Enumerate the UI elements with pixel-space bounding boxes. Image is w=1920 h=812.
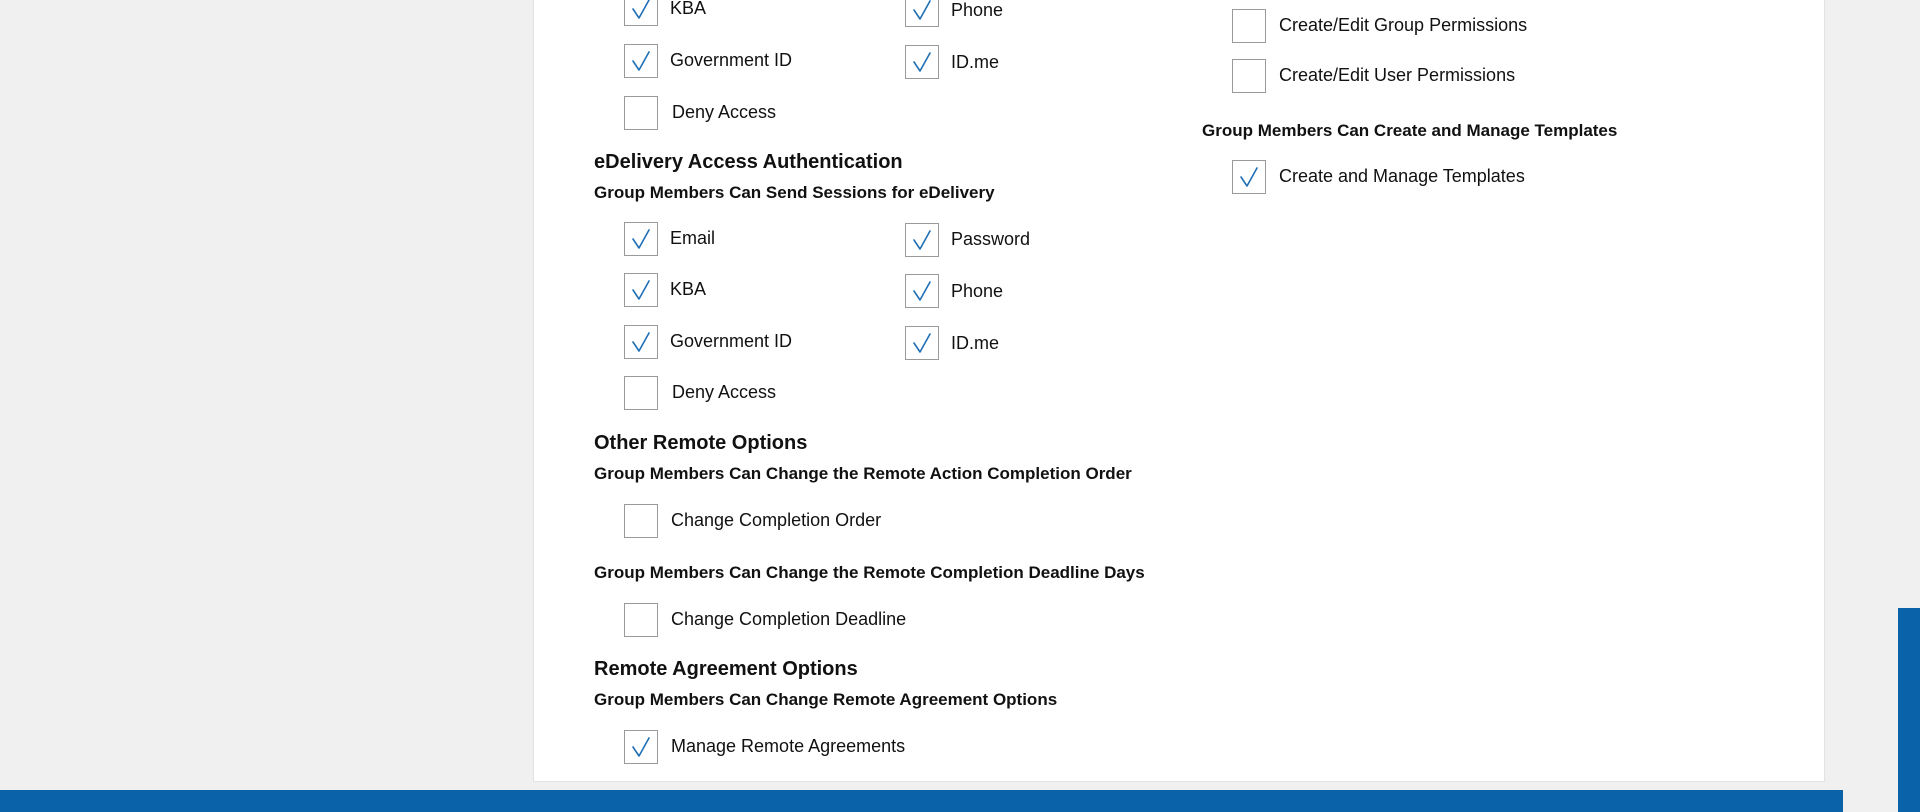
- manage-remote-agreements-label: Manage Remote Agreements: [671, 736, 906, 756]
- create-manage-templates-checkbox[interactable]: [1232, 160, 1266, 194]
- edelivery-kba-checkbox[interactable]: [624, 273, 658, 307]
- create-manage-templates-label: Create and Manage Templates: [1279, 166, 1525, 186]
- deny-access-checkbox[interactable]: [624, 96, 658, 130]
- edelivery-government-id-checkbox[interactable]: [624, 325, 658, 359]
- edelivery-deny-access-label: Deny Access: [672, 382, 777, 402]
- scrollbar-thumb[interactable]: [1898, 608, 1920, 812]
- edelivery-email-checkbox[interactable]: [624, 222, 658, 256]
- create-edit-group-permissions-label: Create/Edit Group Permissions: [1279, 15, 1528, 35]
- create-edit-group-permissions-checkbox[interactable]: [1232, 9, 1266, 43]
- completion-deadline-subtitle: Group Members Can Change the Remote Completion Deadline Days: [594, 563, 1145, 582]
- edelivery-idme-label: ID.me: [951, 333, 1000, 353]
- checkmark-icon: [625, 274, 657, 306]
- phone-checkbox[interactable]: [905, 0, 939, 27]
- completion-order-subtitle: Group Members Can Change the Remote Action Completion Order: [594, 464, 1132, 483]
- checkmark-icon: [906, 224, 938, 256]
- checkmark-icon: [906, 327, 938, 359]
- checkmark-icon: [1233, 161, 1265, 193]
- edelivery-password-checkbox[interactable]: [905, 223, 939, 257]
- edelivery-deny-access-checkbox[interactable]: [624, 376, 658, 410]
- templates-subtitle: Group Members Can Create and Manage Templates: [1202, 121, 1618, 140]
- checkmark-icon: [906, 0, 938, 26]
- create-edit-user-permissions-checkbox[interactable]: [1232, 59, 1266, 93]
- edelivery-kba-label: KBA: [670, 279, 707, 299]
- edelivery-phone-checkbox[interactable]: [905, 274, 939, 308]
- change-completion-order-checkbox[interactable]: [624, 504, 658, 538]
- create-edit-user-permissions-label: Create/Edit User Permissions: [1279, 65, 1516, 85]
- idme-label: ID.me: [951, 52, 1000, 72]
- kba-checkbox[interactable]: [624, 0, 658, 26]
- remote-agreement-subtitle: Group Members Can Change Remote Agreement Options: [594, 690, 1058, 709]
- other-remote-title: Other Remote Options: [594, 432, 808, 454]
- edelivery-phone-label: Phone: [951, 281, 1004, 301]
- change-completion-deadline-label: Change Completion Deadline: [671, 609, 907, 629]
- deny-access-label: Deny Access: [672, 102, 777, 122]
- kba-label: KBA: [670, 0, 707, 18]
- change-completion-order-label: Change Completion Order: [671, 510, 882, 530]
- checkmark-icon: [625, 223, 657, 255]
- checkmark-icon: [625, 731, 657, 763]
- checkmark-icon: [625, 0, 657, 25]
- checkmark-icon: [625, 326, 657, 358]
- checkmark-icon: [906, 46, 938, 78]
- government-id-label: Government ID: [670, 50, 793, 70]
- edelivery-idme-checkbox[interactable]: [905, 326, 939, 360]
- manage-remote-agreements-checkbox[interactable]: [624, 730, 658, 764]
- checkmark-icon: [906, 275, 938, 307]
- government-id-checkbox[interactable]: [624, 44, 658, 78]
- change-completion-deadline-checkbox[interactable]: [624, 603, 658, 637]
- edelivery-email-label: Email: [670, 228, 716, 248]
- edelivery-subtitle: Group Members Can Send Sessions for eDelivery: [594, 183, 995, 202]
- checkmark-icon: [625, 45, 657, 77]
- edelivery-password-label: Password: [951, 229, 1031, 249]
- idme-checkbox[interactable]: [905, 45, 939, 79]
- phone-label: Phone: [951, 0, 1004, 20]
- edelivery-title: eDelivery Access Authentication: [594, 151, 903, 173]
- edelivery-government-id-label: Government ID: [670, 331, 793, 351]
- remote-agreement-title: Remote Agreement Options: [594, 658, 858, 680]
- footer-bar: [0, 790, 1843, 812]
